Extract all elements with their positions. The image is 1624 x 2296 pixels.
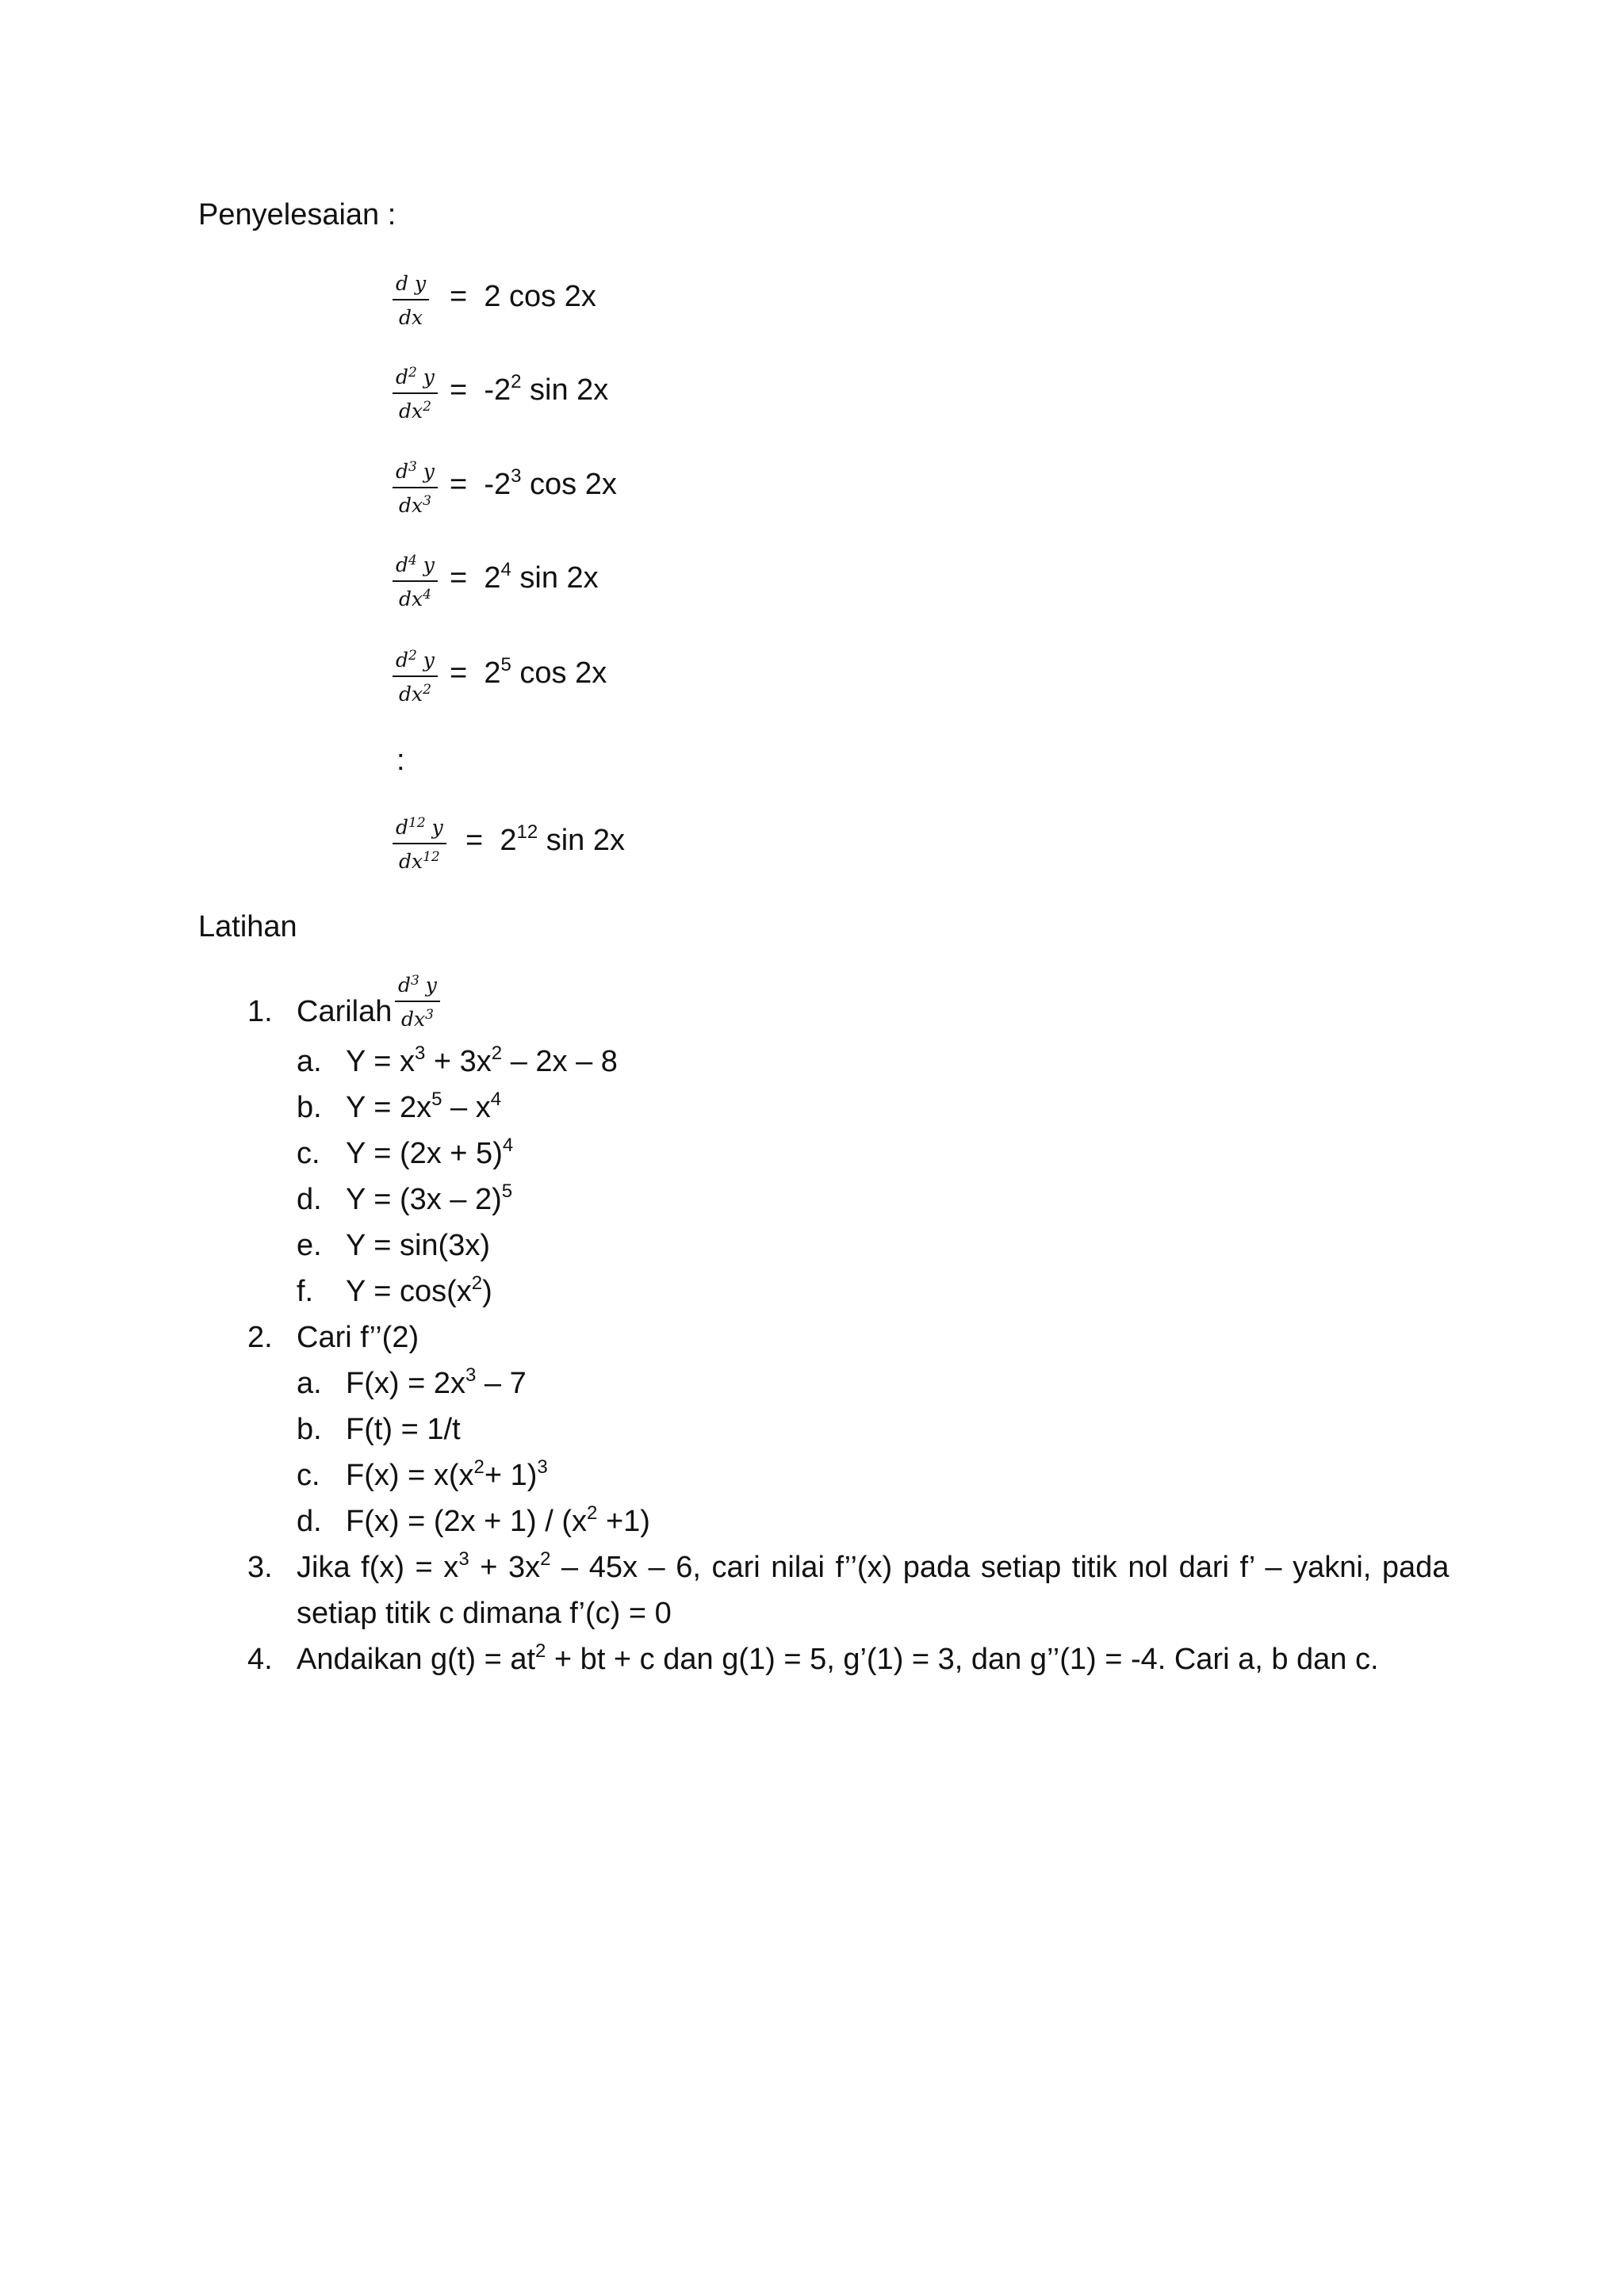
fraction-numerator: d y bbox=[396, 272, 427, 295]
coefficient-exponent: 5 bbox=[500, 654, 511, 675]
derivative-result: = $2^4$ sin 2x bbox=[450, 559, 599, 595]
numerator-exponent: 4 bbox=[408, 553, 417, 568]
subitem-expression: F(t) = 1/t bbox=[346, 1413, 461, 1446]
subitem-expression: $Y = 2x^5 - x^4$ bbox=[346, 1089, 502, 1124]
subitem-expression: $Y = x^3 + 3x^2 - 2x - 8$ bbox=[346, 1043, 618, 1078]
numerator-exponent: 3 bbox=[411, 973, 419, 989]
fraction-denominator: $dx^3$ bbox=[400, 1007, 434, 1031]
equals-sign: = bbox=[465, 824, 484, 857]
equals-sign: = bbox=[450, 561, 468, 595]
equals-sign: = bbox=[450, 656, 468, 690]
exponent: 2 bbox=[471, 1272, 483, 1294]
equals-sign: = bbox=[450, 280, 468, 313]
subitem-expression: $Y = \cos(x^2)$ bbox=[346, 1272, 492, 1308]
denominator-exponent: 3 bbox=[425, 1007, 434, 1023]
exponent: 5 bbox=[501, 1181, 513, 1202]
exercise-number: 1. bbox=[247, 995, 273, 1028]
subitem-letter: c. bbox=[297, 1137, 320, 1170]
fraction-denominator: $dx^{12}$ bbox=[398, 849, 440, 873]
exponent: 2 bbox=[540, 1548, 551, 1570]
derivative-fraction bbox=[393, 650, 438, 704]
exercise-number: 2. bbox=[247, 1321, 273, 1354]
continuation-ellipsis: : bbox=[396, 744, 405, 777]
fraction-denominator: $dx^3$ bbox=[398, 493, 431, 517]
subitem-letter: b. bbox=[297, 1091, 322, 1124]
subitem-letter: d. bbox=[297, 1183, 322, 1216]
numerator-exponent: 12 bbox=[408, 815, 426, 831]
derivative-fraction bbox=[393, 274, 429, 327]
subitem-expression: Y = sin(3x) bbox=[346, 1229, 490, 1262]
denominator-exponent: 2 bbox=[423, 399, 431, 415]
derivative-result: = 2 cos 2x bbox=[450, 280, 596, 313]
derivative-result: = $2^5$ cos 2x bbox=[450, 654, 607, 690]
subitem-letter: b. bbox=[297, 1413, 322, 1446]
subitem-expression: $Y = (2x + 5)^4$ bbox=[346, 1135, 514, 1170]
exponent: 3 bbox=[414, 1043, 426, 1064]
subitem-expression: Y = (3x – 2)$^5$ bbox=[346, 1181, 513, 1216]
denominator-exponent: 12 bbox=[423, 849, 440, 865]
subitem-letter: e. bbox=[297, 1229, 322, 1262]
exponent: 2 bbox=[473, 1456, 485, 1478]
subitem-letter: c. bbox=[297, 1459, 320, 1492]
subitem-letter: a. bbox=[297, 1367, 322, 1400]
numerator-exponent: 3 bbox=[408, 459, 417, 475]
derivative-result: = $-2^3$ cos 2x bbox=[450, 465, 617, 501]
derivative-fraction bbox=[393, 817, 446, 871]
derivative-result: = $2^{12}$ sin 2x bbox=[465, 821, 625, 857]
heading-solution: Penyelesaian : bbox=[198, 198, 396, 232]
derivative-fraction bbox=[395, 975, 440, 1029]
denominator-exponent: 2 bbox=[423, 682, 431, 698]
exponent: 3 bbox=[537, 1456, 548, 1478]
exercise-number: 3. bbox=[247, 1551, 273, 1584]
exponent: 4 bbox=[502, 1135, 514, 1156]
equals-sign: = bbox=[450, 468, 468, 501]
denominator-exponent: 3 bbox=[423, 493, 431, 509]
subitem-expression: $F(x) = x(x^2+ 1)^3$ bbox=[346, 1456, 548, 1492]
fraction-denominator: dx bbox=[398, 306, 423, 329]
heading-exercise: Latihan bbox=[198, 910, 297, 943]
derivative-fraction bbox=[393, 555, 438, 609]
fraction-numerator: $d^2$ y bbox=[396, 648, 435, 672]
subitem-expression: $F(x) = (2x + 1) / (x^2 +1)$ bbox=[346, 1502, 650, 1538]
exercise-text-line: setiap titik c dimana f’(c) = 0 bbox=[297, 1597, 672, 1630]
subitem-expression: $F(x) = 2x^3 - 7$ bbox=[346, 1364, 527, 1400]
derivative-result: = $-2^2$ sin 2x bbox=[450, 371, 609, 407]
exercise-number: 4. bbox=[247, 1643, 273, 1676]
exponent: 2 bbox=[587, 1502, 598, 1524]
coefficient-exponent: 2 bbox=[511, 371, 522, 392]
coefficient-exponent: 12 bbox=[516, 821, 538, 843]
exponent: 5 bbox=[431, 1089, 442, 1110]
fraction-numerator: $d^2$ y bbox=[396, 365, 435, 388]
derivative-fraction bbox=[393, 367, 438, 421]
fraction-numerator: $d^3$ y bbox=[398, 973, 437, 997]
fraction-denominator: $dx^2$ bbox=[398, 399, 431, 423]
equals-sign: = bbox=[450, 373, 468, 407]
subitem-letter: d. bbox=[297, 1505, 322, 1538]
coefficient-exponent: 3 bbox=[511, 465, 522, 487]
fraction-denominator: $dx^4$ bbox=[398, 587, 431, 610]
fraction-numerator: $d^{12}$ y bbox=[396, 815, 443, 839]
exponent: 4 bbox=[490, 1089, 502, 1110]
subitem-letter: a. bbox=[297, 1045, 322, 1078]
numerator-exponent: 2 bbox=[408, 365, 417, 381]
exercise-prompt: Carilah bbox=[297, 995, 393, 1028]
fraction-numerator: $d^3$ y bbox=[396, 459, 435, 483]
exponent: 3 bbox=[458, 1548, 469, 1570]
exercise-prompt: Cari f’’(2) bbox=[297, 1321, 419, 1354]
derivative-fraction bbox=[393, 461, 438, 515]
subitem-letter: f. bbox=[297, 1275, 314, 1308]
exponent: 3 bbox=[465, 1364, 477, 1386]
exponent: 2 bbox=[535, 1640, 546, 1662]
exercise-text-line: Jika $f(x) = x^3 + 3x^2 - 45x - 6$, cari nilai f’’(x) pada setiap titik nol dari f’ – yakni, pada bbox=[297, 1548, 1450, 1584]
fraction-denominator: $dx^2$ bbox=[398, 682, 431, 706]
fraction-numerator: $d^4$ y bbox=[396, 553, 435, 576]
exponent: 2 bbox=[491, 1043, 503, 1064]
coefficient-exponent: 4 bbox=[500, 559, 511, 580]
exercise-text-line: Andaikan $g(t) = at^2$ + bt + c dan g(1) = 5, g’(1) = 3, dan g’’(1) = -4. Cari a, b dan c. bbox=[297, 1640, 1379, 1676]
numerator-exponent: 2 bbox=[408, 648, 417, 664]
denominator-exponent: 4 bbox=[423, 587, 431, 603]
